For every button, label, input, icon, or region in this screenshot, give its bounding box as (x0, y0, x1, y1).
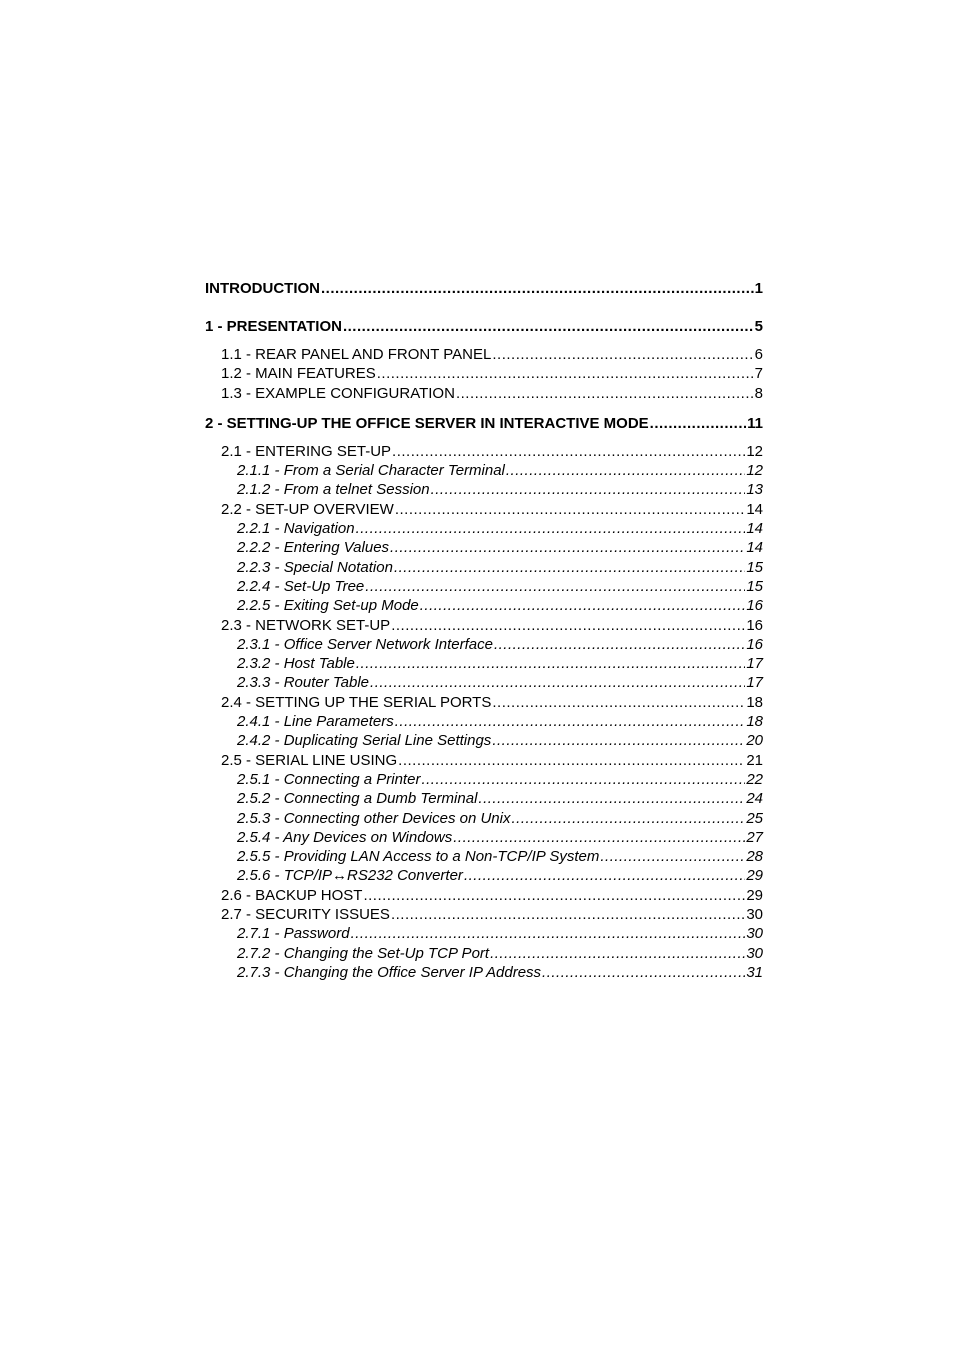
toc-entry[interactable] (205, 963, 763, 982)
toc-entry[interactable] (205, 461, 763, 480)
toc-entry[interactable] (205, 317, 763, 336)
toc-entry-title: 1.3 - EXAMPLE CONFIGURATION (221, 384, 455, 402)
dot-leader (390, 538, 745, 557)
toc-entry-title: 2.4.2 - Duplicating Serial Line Settings (237, 732, 492, 750)
dot-leader (392, 442, 745, 461)
dot-leader (363, 886, 745, 905)
toc-entry-page: 25 (746, 809, 763, 827)
toc-entry[interactable] (205, 364, 763, 383)
dot-leader (365, 577, 745, 596)
toc-entry-page: 6 (754, 346, 763, 363)
toc-entry[interactable] (205, 519, 763, 538)
toc-entry-title: 2.4.1 - Line Parameters (237, 713, 394, 731)
toc-entry-title: 2.7 - SECURITY ISSUES (221, 906, 390, 924)
toc-entry-title: 2.2.2 - Entering Values (237, 539, 390, 557)
toc-entry-page: 15 (746, 577, 763, 595)
toc-entry[interactable] (205, 866, 763, 885)
toc-entry-page: 20 (746, 732, 763, 750)
toc-entry-title: 2.7.2 - Changing the Set-Up TCP Port (237, 944, 490, 962)
dot-leader (343, 317, 754, 336)
toc-entry-page: 22 (746, 770, 763, 788)
toc-entry-title: 1 - PRESENTATION (205, 318, 342, 335)
table-of-contents (205, 279, 763, 982)
toc-entry[interactable] (205, 558, 763, 577)
toc-entry[interactable] (205, 693, 763, 712)
toc-entry[interactable] (205, 279, 763, 298)
dot-leader (395, 712, 746, 731)
toc-entry-page: 18 (746, 693, 763, 711)
toc-entry[interactable] (205, 596, 763, 615)
toc-entry-title: 2.5.5 - Providing LAN Access to a Non-TCP/IP System (237, 848, 600, 866)
toc-entry-page: 15 (746, 558, 763, 576)
toc-entry-page: 12 (746, 442, 763, 460)
toc-entry-page: 14 (746, 539, 763, 557)
dot-leader (478, 789, 745, 808)
toc-entry-page: 16 (746, 635, 763, 653)
toc-entry[interactable] (205, 345, 763, 364)
dot-leader (377, 364, 754, 383)
toc-entry-title: 2.5.1 - Connecting a Printer (237, 770, 421, 788)
toc-entry-page: 8 (754, 384, 763, 402)
toc-entry[interactable] (205, 442, 763, 461)
toc-entry-page: 28 (746, 848, 763, 866)
toc-entry-page: 24 (746, 790, 763, 808)
dot-leader (511, 809, 745, 828)
toc-entry[interactable] (205, 770, 763, 789)
dot-leader (494, 635, 745, 654)
toc-entry-page: 30 (746, 906, 763, 924)
toc-entry[interactable] (205, 886, 763, 905)
toc-entry[interactable] (205, 905, 763, 924)
dot-leader (600, 847, 745, 866)
toc-entry-page: 1 (754, 280, 763, 297)
dot-leader (356, 519, 746, 538)
toc-entry[interactable] (205, 414, 763, 433)
dot-leader (492, 693, 745, 712)
toc-entry[interactable] (205, 751, 763, 770)
toc-entry-title: 2.3 - NETWORK SET-UP (221, 616, 391, 634)
dot-leader (492, 345, 753, 364)
toc-entry-title: 2.4 - SETTING UP THE SERIAL PORTS (221, 693, 492, 711)
toc-entry-page: 7 (754, 365, 763, 383)
toc-entry-page: 16 (746, 597, 763, 615)
toc-entry[interactable] (205, 828, 763, 847)
toc-entry[interactable] (205, 538, 763, 557)
dot-leader (456, 384, 754, 403)
toc-entry[interactable] (205, 944, 763, 963)
dot-leader (492, 731, 745, 750)
toc-entry-title: 2.3.2 - Host Table (237, 655, 355, 673)
toc-entry-title: 2.2.4 - Set-Up Tree (237, 577, 365, 595)
toc-entry-page: 21 (746, 751, 763, 769)
toc-entry-title: 2.5.4 - Any Devices on Windows (237, 828, 453, 846)
toc-entry-page: 17 (746, 655, 763, 673)
dot-leader (394, 558, 745, 577)
toc-entry-title: 2.2.1 - Navigation (237, 520, 355, 538)
toc-entry[interactable] (205, 809, 763, 828)
dot-leader (351, 924, 746, 943)
dot-leader (421, 770, 745, 789)
toc-entry-title: 2.3.3 - Router Table (237, 674, 370, 692)
dot-leader (391, 905, 745, 924)
toc-entry-page: 11 (747, 414, 763, 432)
toc-entry-page: 29 (746, 886, 763, 904)
dot-leader (542, 963, 745, 982)
toc-entry[interactable] (205, 384, 763, 403)
toc-entry-title: 2.5.6 - TCP/IP↔RS232 Converter (237, 867, 463, 885)
toc-entry-title: 2.1.2 - From a telnet Session (237, 481, 430, 499)
toc-entry[interactable] (205, 924, 763, 943)
dot-leader (464, 866, 745, 885)
toc-entry-title: 2.1 - ENTERING SET-UP (221, 442, 392, 460)
toc-entry[interactable] (205, 577, 763, 596)
toc-entry-title: 1.2 - MAIN FEATURES (221, 365, 376, 383)
toc-entry-page: 5 (754, 318, 763, 335)
dot-leader (356, 654, 745, 673)
dot-leader (650, 414, 746, 433)
dot-leader (420, 596, 746, 615)
toc-entry[interactable] (205, 635, 763, 654)
toc-entry-page: 30 (746, 925, 763, 943)
toc-entry[interactable] (205, 480, 763, 499)
dot-leader (490, 944, 745, 963)
dot-leader (398, 751, 745, 770)
toc-entry-title: 2.7.3 - Changing the Office Server IP Address (237, 963, 542, 981)
toc-entry-title: 2.5.3 - Connecting other Devices on Unix (237, 809, 511, 827)
dot-leader (370, 673, 745, 692)
dot-leader (395, 500, 745, 519)
toc-entry-title: 2.6 - BACKUP HOST (221, 886, 363, 904)
toc-entry-title: 2.5 - SERIAL LINE USING (221, 751, 398, 769)
toc-entry-page: 17 (746, 674, 763, 692)
toc-entry-page: 14 (746, 520, 763, 538)
toc-entry-page: 13 (746, 481, 763, 499)
toc-entry-page: 12 (746, 462, 763, 480)
toc-entry[interactable] (205, 789, 763, 808)
toc-entry[interactable] (205, 847, 763, 866)
dot-leader (431, 480, 746, 499)
dot-leader (453, 828, 745, 847)
toc-entry-page: 31 (746, 963, 763, 981)
toc-entry[interactable] (205, 673, 763, 692)
toc-entry-title: 2.2.5 - Exiting Set-up Mode (237, 597, 419, 615)
toc-entry-title: 2.1.1 - From a Serial Character Terminal (237, 462, 505, 480)
toc-entry-title: 1.1 - REAR PANEL AND FRONT PANEL (221, 346, 492, 363)
toc-entry-title: 2 - SETTING-UP THE OFFICE SERVER IN INTERACTIVE MODE (205, 414, 649, 432)
toc-entry[interactable] (205, 616, 763, 635)
toc-entry[interactable] (205, 654, 763, 673)
toc-entry-title: 2.7.1 - Password (237, 925, 350, 943)
toc-entry-page: 16 (746, 616, 763, 634)
toc-entry[interactable] (205, 731, 763, 750)
toc-entry-title: 2.5.2 - Connecting a Dumb Terminal (237, 790, 478, 808)
toc-entry-title: INTRODUCTION (205, 280, 320, 297)
toc-entry-title: 2.2 - SET-UP OVERVIEW (221, 500, 394, 518)
toc-entry-page: 30 (746, 944, 763, 962)
toc-entry-title: 2.2.3 - Special Notation (237, 558, 393, 576)
dot-leader (391, 616, 745, 635)
toc-entry-page: 29 (746, 867, 763, 885)
toc-entry-title: 2.3.1 - Office Server Network Interface (237, 635, 493, 653)
toc-entry[interactable] (205, 500, 763, 519)
toc-entry-page: 18 (746, 713, 763, 731)
toc-entry[interactable] (205, 712, 763, 731)
toc-entry-page: 27 (746, 828, 763, 846)
toc-entry-page: 14 (746, 500, 763, 518)
dot-leader (506, 461, 745, 480)
dot-leader (321, 279, 754, 298)
